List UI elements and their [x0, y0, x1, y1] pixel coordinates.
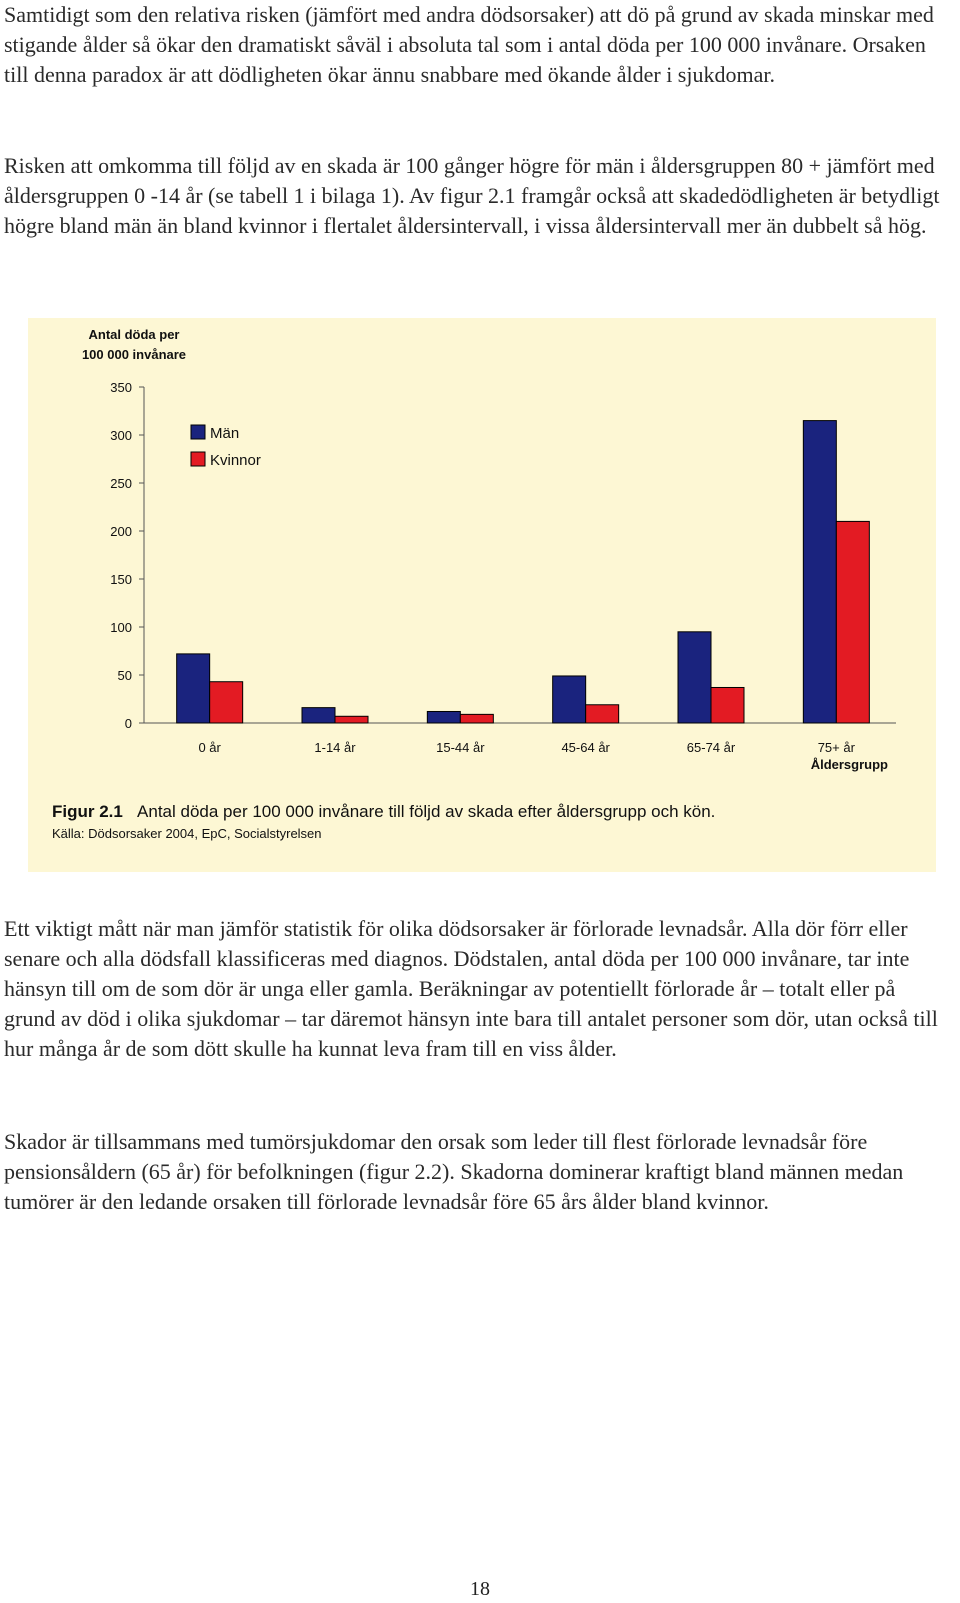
bar [836, 521, 869, 723]
x-axis-label: Åldersgrupp [810, 757, 888, 772]
x-tick-label: 45-64 år [561, 740, 610, 755]
bar [678, 632, 711, 723]
figure-caption-text: Antal döda per 100 000 invånare till följd av skada efter åldersgrupp och kön. [137, 802, 716, 821]
legend-swatch [191, 452, 205, 466]
x-tick-label: 1-14 år [314, 740, 356, 755]
x-tick-label: 15-44 år [436, 740, 485, 755]
bar [711, 687, 744, 723]
x-axis-ticks [198, 740, 855, 755]
figure-2-1 [28, 318, 936, 872]
paragraph-3: Ett viktigt mått när man jämför statistik för olika dödsorsaker är förlorade levnadsår. Alla dör förr eller senare och alla dödsfall klassificeras med diagnos. Dödstalen, antal döda per 100 000 invånare, tar inte hänsyn till om de som dör är unga eller gamla. Beräkningar av potentiellt förlorade år – totalt eller på grund av död i olika sjukdomar – tar däremot hänsyn inte bara till antalet personer som dör, utan också till hur många år de som dött skulle ha kunnat leva fram till en viss ålder. [4, 916, 938, 1061]
bar [335, 716, 368, 723]
y-tick-label: 150 [110, 572, 132, 587]
legend-label: Kvinnor [210, 452, 261, 469]
paragraph-4: Skador är tillsammans med tumörsjukdomar den orsak som leder till flest förlorade levnadsår före pensionsåldern (65 år) för befolkningen (figur 2.2). Skadorna dominerar kraftigt bland männen medan tumörer är den ledande orsaken till förlorade levnadsår före 65 års ålder bland kvinnor. [4, 1129, 904, 1214]
y-tick-label: 250 [110, 476, 132, 491]
bar [553, 676, 586, 723]
legend-label: Män [210, 425, 240, 442]
figure-source: Källa: Dödsorsaker 2004, EpC, Socialstyrelsen [52, 826, 322, 841]
figure-caption-label: Figur 2.1 [52, 802, 123, 821]
bar [803, 421, 836, 723]
bar-chart [28, 318, 936, 798]
x-tick-label: 65-74 år [686, 740, 736, 755]
chart-legend [191, 425, 261, 469]
y-tick-label: 0 [124, 716, 132, 731]
bar [427, 711, 460, 723]
bar [177, 654, 210, 723]
legend-swatch [191, 425, 205, 439]
y-tick-label: 100 [110, 620, 132, 635]
bar [586, 705, 619, 723]
y-tick-label: 50 [117, 668, 132, 683]
page-number: 18 [470, 1578, 490, 1600]
bar [210, 682, 243, 723]
bar [302, 708, 335, 723]
y-tick-label: 350 [110, 380, 132, 395]
x-tick-label: 0 år [198, 740, 221, 755]
figure-caption [52, 802, 715, 822]
x-tick-label: 75+ år [817, 740, 855, 755]
y-axis-label-line2: 100 000 invånare [81, 347, 187, 362]
paragraph-2: Risken att omkomma till följd av en skada är 100 gånger högre för män i åldersgruppen 80 + jämfört med åldersgruppen 0 -14 år (se tabell 1 i bilaga 1). Av figur 2.1 framgår också att skadedödligheten är betydligt högre bland män än bland kvinnor i flertalet åldersintervall, i vissa åldersintervall mer än dubbelt så hög. [4, 153, 940, 238]
y-tick-label: 300 [110, 428, 132, 443]
y-axis-label-line1: Antal döda per [88, 327, 180, 342]
chart-bars [177, 421, 870, 723]
paragraph-1: Samtidigt som den relativa risken (jämfört med andra dödsorsaker) att dö på grund av skada minskar med stigande ålder så ökar den dramatiskt såväl i absoluta tal som i antal döda per 100 000 invånare. Orsaken till denna paradox är att dödligheten ökar ännu snabbare med ökande ålder i sjukdomar. [4, 2, 934, 87]
y-tick-label: 200 [110, 524, 132, 539]
bar [460, 714, 493, 723]
